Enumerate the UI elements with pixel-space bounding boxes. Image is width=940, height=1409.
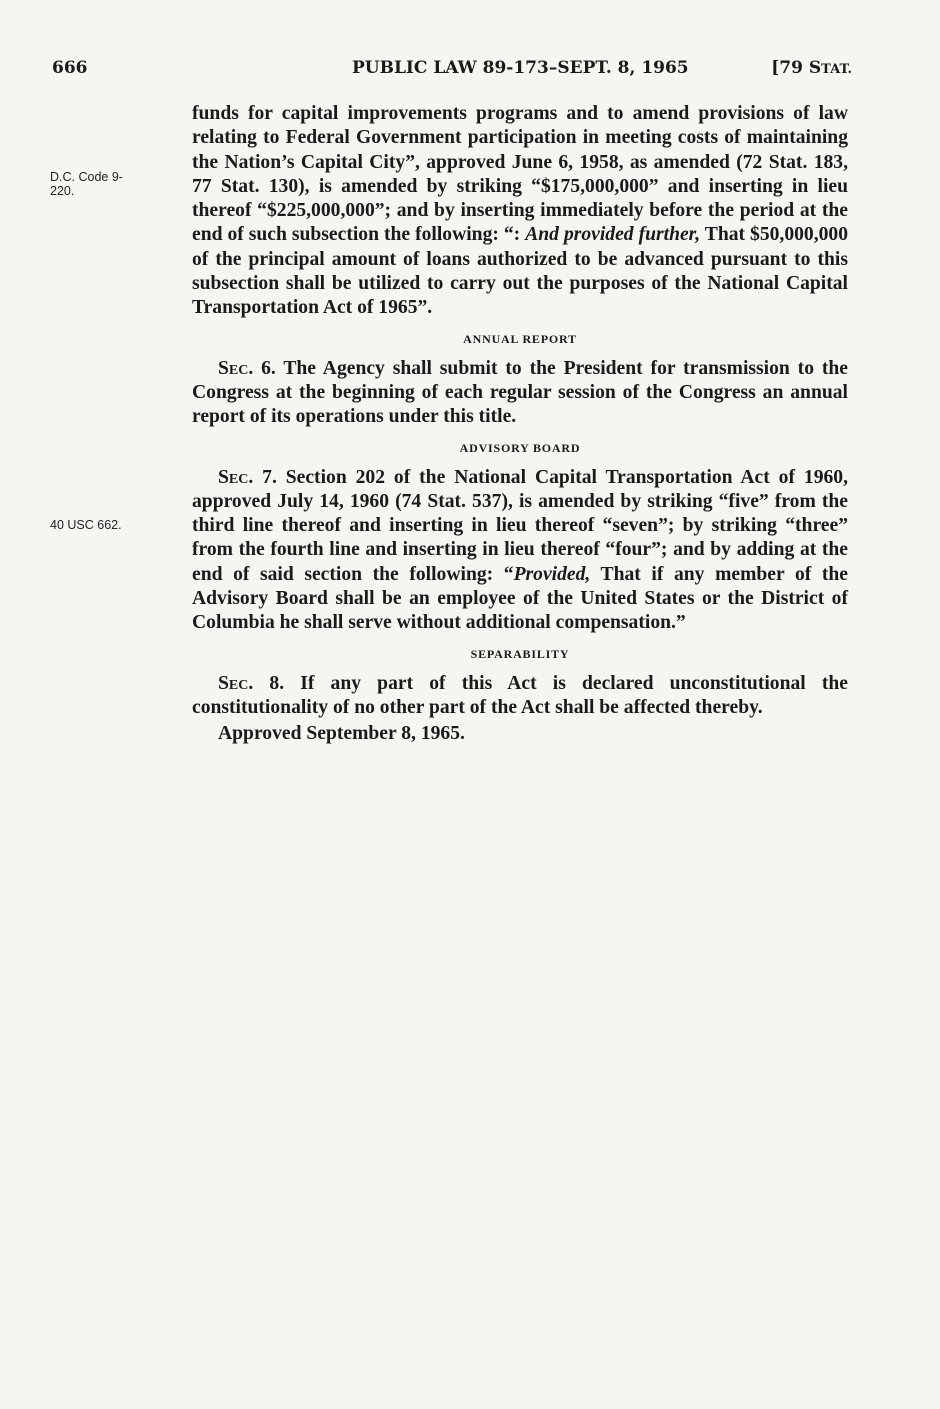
section-heading-separability: SEPARABILITY	[470, 646, 570, 661]
paragraph-text: funds for capital improvements programs and to amend provisions of law relating to Federal Government participation in meeting costs of maintaining the Nation’s Capital City”, approved June 6, 1958, as amended (72 Stat. 183, 77 Stat. 130), is amended by striking “$175,000,000” and inserting in lieu thereof “$225,000,000”; and by inserting immediately before the period at the end of such subsection the following: “:	[192, 103, 848, 246]
section-text: 7. Section 202 of the National Capital Transportation Act of 1960, approved July 14, 1960 (74 Stat. 537), is amended by striking “five” from the third line thereof and inserting in lieu thereof “seven”; by striking “three” from the fourth line and inserting in lieu thereof “four”; and by adding at the end of said section the following: “	[192, 466, 848, 585]
statute-prefix: [79 S	[771, 58, 822, 78]
section-label: Sec.	[218, 672, 254, 694]
section-heading-advisory-board: ADVISORY BOARD	[459, 440, 581, 455]
statute-suffix: TAT.	[821, 62, 852, 77]
section-label: Sec.	[218, 357, 254, 379]
section-8	[192, 672, 848, 721]
paragraph-text: That $50,000,000 of the principal amount of loans authorized to be advanced pursuant to this subsection shall be utilized to carry out the purposes of the National Capital Transportation Act of 1965”.	[192, 224, 849, 319]
section-text: 6. The Agency shall submit to the President for transmission to the Congress at the beginning of each regular session of the Congress an annual report of its operations under this title.	[192, 357, 848, 428]
section-heading-annual-report: ANNUAL REPORT	[463, 331, 577, 346]
page-header	[52, 58, 852, 88]
statute-reference	[771, 58, 852, 78]
italic-proviso: Provided,	[513, 563, 591, 585]
italic-proviso: And provided further,	[525, 224, 701, 246]
section-text: 8. If any part of this Act is declared unconstitutional the constitutionality of no other part of the Act shall be affected thereby.	[192, 672, 848, 718]
margin-note-dc-code: D.C. Code 9- 220.	[50, 170, 123, 198]
page-title: PUBLIC LAW 89-173–SEPT. 8, 1965	[352, 58, 689, 78]
section-label: Sec.	[218, 466, 254, 488]
paragraph-continuation	[192, 102, 848, 321]
section-text: That if any member of the Advisory Board shall be an employee of the United States or the District of Columbia he shall serve without additional compensation.”	[192, 563, 848, 634]
page-number: 666	[52, 58, 88, 78]
section-6	[192, 357, 848, 430]
section-7	[192, 466, 848, 636]
document-body	[192, 102, 848, 747]
margin-note-usc: 40 USC 662.	[50, 518, 122, 532]
approval-line: Approved September 8, 1965.	[218, 723, 465, 745]
